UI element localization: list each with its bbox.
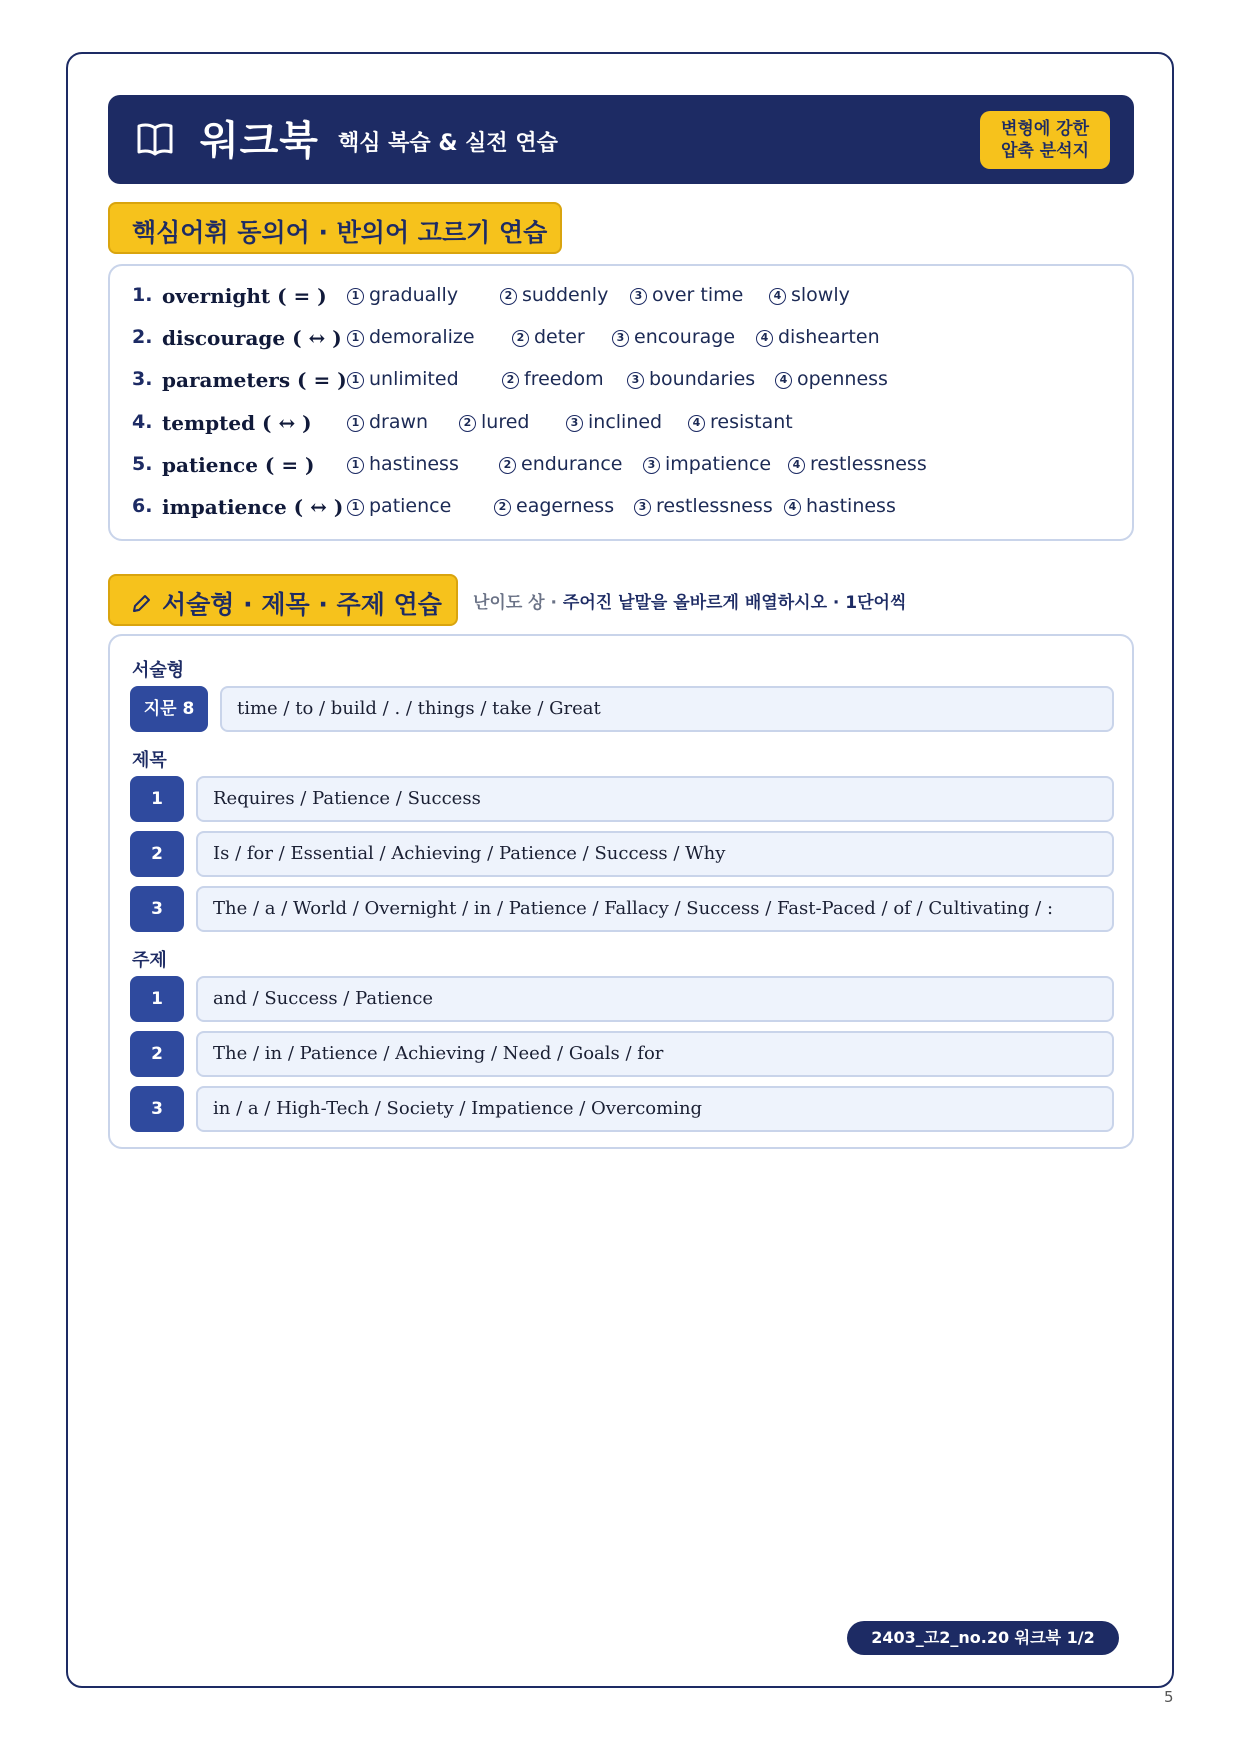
vocab-question-row (132, 453, 1112, 483)
answer-option[interactable] (347, 411, 428, 433)
title-word-field[interactable]: Is / for / Essential / Achieving / Patience / Success / Why (196, 831, 1114, 877)
option-number-mark: 1 (347, 415, 364, 432)
question-number: 2. (132, 326, 153, 348)
badge-line-2: 압축 분석지 (1000, 141, 1090, 161)
answer-option[interactable] (502, 368, 604, 390)
title-word-field[interactable]: Requires / Patience / Success (196, 776, 1114, 822)
answer-option[interactable] (347, 284, 458, 306)
target-word: discourage ( ↔ ) (162, 326, 342, 350)
option-text: hastiness (806, 495, 896, 517)
option-number-mark: 3 (643, 457, 660, 474)
page-title: 워크북 (200, 118, 319, 164)
theme-item-number: 2 (130, 1031, 184, 1077)
answer-option[interactable] (500, 284, 608, 306)
answer-option[interactable] (499, 453, 622, 475)
option-number-mark: 4 (784, 499, 801, 516)
option-text: gradually (369, 284, 459, 306)
target-word: parameters ( = ) (162, 368, 347, 392)
answer-option[interactable] (788, 453, 927, 475)
vocab-question-row (132, 411, 1112, 441)
vocab-question-row (132, 495, 1112, 525)
descriptive-word-field[interactable]: time / to / build / . / things / take / Great (220, 686, 1114, 732)
option-text: resistant (710, 411, 793, 433)
answer-option[interactable] (769, 284, 850, 306)
vocab-question-row (132, 284, 1112, 314)
series-badge (980, 111, 1110, 169)
option-text: patience (369, 495, 452, 517)
answer-option[interactable] (612, 326, 735, 348)
target-word: overnight ( = ) (162, 284, 327, 308)
answer-option[interactable] (347, 453, 459, 475)
theme-item-number: 1 (130, 976, 184, 1022)
vocab-question-row (132, 368, 1112, 398)
option-number-mark: 2 (512, 330, 529, 347)
question-number: 5. (132, 453, 153, 475)
answer-option[interactable] (494, 495, 614, 517)
writing-section-heading (108, 574, 458, 626)
theme-label: 주제 (132, 950, 167, 971)
title-item-number: 1 (130, 776, 184, 822)
option-number-mark: 2 (502, 372, 519, 389)
vocab-section-heading: 핵심어휘 동의어 · 반의어 고르기 연습 (108, 202, 562, 254)
writing-heading-text: 서술형 · 제목 · 주제 연습 (162, 590, 442, 619)
option-text: freedom (524, 368, 604, 390)
title-item-number: 3 (130, 886, 184, 932)
option-text: encourage (634, 326, 736, 348)
question-number: 3. (132, 368, 153, 390)
answer-option[interactable] (630, 284, 743, 306)
option-number-mark: 1 (347, 372, 364, 389)
option-number-mark: 3 (612, 330, 629, 347)
target-word: impatience ( ↔ ) (162, 495, 344, 519)
option-number-mark: 3 (634, 499, 651, 516)
option-number-mark: 1 (347, 288, 364, 305)
writing-box (108, 634, 1134, 1149)
option-text: slowly (791, 284, 850, 306)
question-number: 6. (132, 495, 153, 517)
option-number-mark: 1 (347, 330, 364, 347)
answer-option[interactable] (784, 495, 896, 517)
option-text: over time (652, 284, 744, 306)
page-subtitle: 핵심 복습 & 실전 연습 (338, 131, 558, 156)
theme-word-field[interactable]: and / Success / Patience (196, 976, 1114, 1022)
theme-word-field[interactable]: The / in / Patience / Achieving / Need / Goals / for (196, 1031, 1114, 1077)
title-word-field[interactable]: The / a / World / Overnight / in / Patience / Fallacy / Success / Fast-Paced / of / Cultivating / : (196, 886, 1114, 932)
vocab-question-row (132, 326, 1112, 356)
question-number: 1. (132, 284, 153, 306)
option-text: drawn (369, 411, 429, 433)
passage-tag: 지문 8 (130, 686, 208, 732)
option-number-mark: 2 (459, 415, 476, 432)
answer-option[interactable] (566, 411, 662, 433)
question-number: 4. (132, 411, 153, 433)
footer-doc-code: 2403_고2_no.20 워크북 1/2 (847, 1621, 1119, 1655)
pencil-icon (130, 593, 152, 615)
option-text: endurance (521, 453, 623, 475)
theme-item-number: 3 (130, 1086, 184, 1132)
page-number: 5 (1164, 1688, 1174, 1706)
instruction-text: 주어진 낱말을 올바르게 배열하시오 · 1단어씩 (562, 593, 907, 613)
option-number-mark: 4 (775, 372, 792, 389)
title-label: 제목 (132, 750, 167, 771)
option-text: hastiness (369, 453, 459, 475)
option-number-mark: 2 (500, 288, 517, 305)
option-text: restlessness (810, 453, 927, 475)
option-number-mark: 4 (769, 288, 786, 305)
option-number-mark: 4 (756, 330, 773, 347)
option-number-mark: 1 (347, 457, 364, 474)
badge-line-1: 변형에 강한 (1000, 119, 1090, 139)
answer-option[interactable] (459, 411, 529, 433)
target-word: patience ( = ) (162, 453, 315, 477)
answer-option[interactable] (775, 368, 888, 390)
answer-option[interactable] (347, 495, 451, 517)
target-word: tempted ( ↔ ) (162, 411, 312, 435)
option-text: unlimited (369, 368, 459, 390)
option-text: inclined (588, 411, 663, 433)
option-number-mark: 3 (627, 372, 644, 389)
vocab-box (108, 264, 1134, 541)
option-text: lured (481, 411, 530, 433)
difficulty-label: 난이도 상 · (473, 593, 563, 613)
option-number-mark: 2 (499, 457, 516, 474)
option-text: openness (797, 368, 888, 390)
answer-option[interactable] (643, 453, 771, 475)
answer-option[interactable] (627, 368, 755, 390)
option-number-mark: 1 (347, 499, 364, 516)
answer-option[interactable] (688, 411, 793, 433)
option-number-mark: 3 (566, 415, 583, 432)
option-text: boundaries (649, 368, 756, 390)
answer-option[interactable] (512, 326, 585, 348)
answer-option[interactable] (347, 368, 459, 390)
theme-word-field[interactable]: in / a / High-Tech / Society / Impatience / Overcoming (196, 1086, 1114, 1132)
option-text: eagerness (516, 495, 615, 517)
option-text: deter (534, 326, 585, 348)
descriptive-label: 서술형 (132, 660, 185, 681)
option-text: suddenly (522, 284, 609, 306)
option-text: demoralize (369, 326, 475, 348)
option-text: impatience (665, 453, 772, 475)
option-number-mark: 2 (494, 499, 511, 516)
answer-option[interactable] (756, 326, 880, 348)
answer-option[interactable] (347, 326, 475, 348)
open-book-icon (136, 120, 174, 158)
option-number-mark: 4 (788, 457, 805, 474)
answer-option[interactable] (634, 495, 773, 517)
option-number-mark: 4 (688, 415, 705, 432)
title-item-number: 2 (130, 831, 184, 877)
writing-instruction (473, 588, 906, 613)
option-text: restlessness (656, 495, 773, 517)
header-banner (108, 95, 1134, 184)
option-number-mark: 3 (630, 288, 647, 305)
option-text: dishearten (778, 326, 880, 348)
